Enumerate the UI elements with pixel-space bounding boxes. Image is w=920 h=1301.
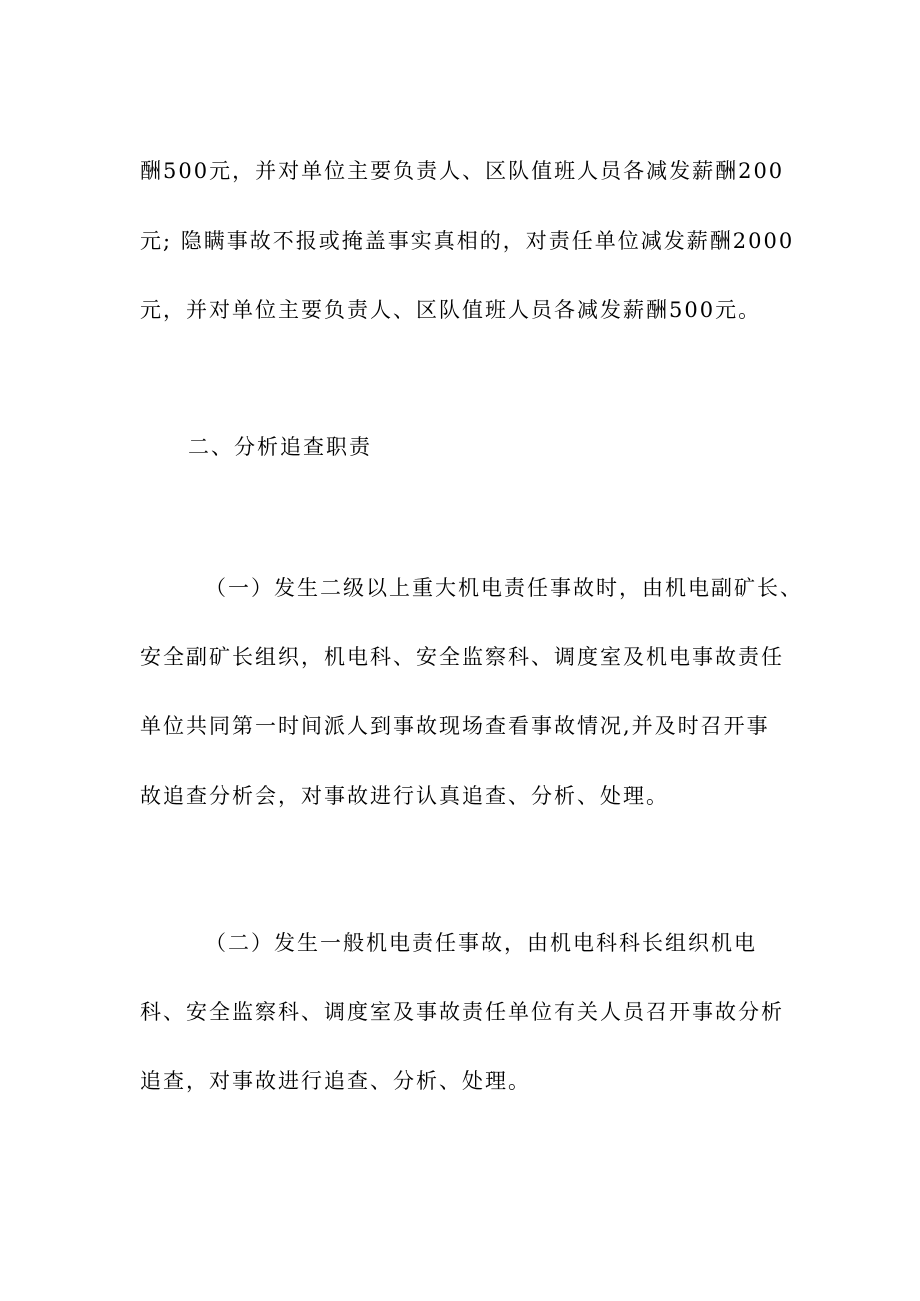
paragraph2-line-1: （一）发生二级以上重大机电责任事故时，由机电副矿长、 (205, 576, 803, 600)
paragraph1-line-2: 元; 隐瞒事故不报或掩盖事实真相的，对责任单位减发薪酬2000 (140, 229, 795, 253)
paragraph1-line-3: 元，并对单位主要负责人、区队值班人员各减发薪酬500元。 (140, 298, 762, 322)
paragraph3-line-3: 追查，对事故进行追查、分析、处理。 (140, 1069, 531, 1093)
paragraph2-line-3: 单位共同第一时间派人到事故现场查看事故情况,并及时召开事 (140, 714, 770, 738)
section-heading: 二、分析追查职责 (188, 435, 372, 459)
paragraph3-line-1: （二）发生一般机电责任事故，由机电科科长组织机电 (205, 931, 757, 955)
paragraph2-line-4: 故追查分析会，对事故进行认真追查、分析、处理。 (140, 784, 669, 808)
paragraph1-line-1: 酬500元，并对单位主要负责人、区队值班人员各减发薪酬200 (140, 159, 785, 183)
paragraph2-line-2: 安全副矿长组织，机电科、安全监察科、调度室及机电事故责任 (140, 645, 784, 669)
paragraph3-line-2: 科、安全监察科、调度室及事故责任单位有关人员召开事故分析 (140, 1000, 784, 1024)
